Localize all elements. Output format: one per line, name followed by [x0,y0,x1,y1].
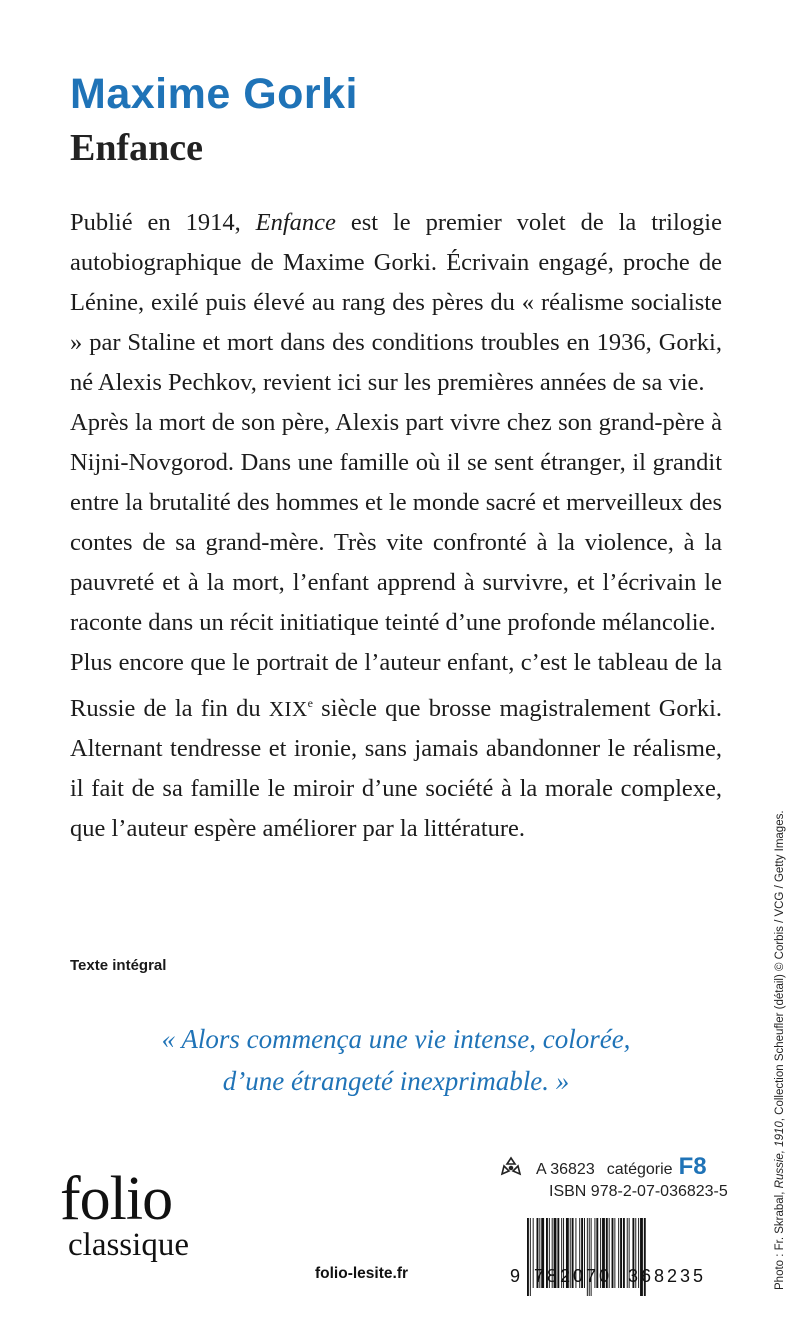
isbn: ISBN 978-2-07-036823-5 [549,1183,728,1200]
catalog-code: A 36823 [536,1161,595,1178]
quote-line-1: « Alors commença une vie intense, colorée, [161,1024,631,1054]
quote-line-2: d’une étrangeté inexprimable. » [222,1066,570,1096]
synopsis [70,203,722,849]
synopsis-paragraph-1: Publié en 1914, Enfance est le premier volet de la trilogie autobiographique de Maxime Gorki. Écrivain engagé, proche de Lénine, exilé puis élevé au rang des pères du « réalisme socialiste » par Staline et mort dans des conditions troubles en 1936, Gorki, né Alexis Pechkov, revient ici sur les premières années de sa vie. [70,209,722,396]
catalog-line [500,1153,707,1181]
barcode [523,1218,723,1308]
barcode-group-1: 782070 [534,1266,613,1286]
book-title: Enfance [70,127,203,169]
synopsis-paragraph-2: Après la mort de son père, Alexis part vivre chez son grand-père à Nijni-Novgorod. Dans une famille où il se sent étranger, il grandit entre la brutalité des hommes et le monde sacré et merveilleux des contes de sa grand-mère. Très vite confronté à la violence, à la pauvreté et à la mort, l’enfant apprend à survivre, et l’écrivain le raconte dans un récit initiatique teinté d’une profonde mélancolie. [70,409,722,636]
publisher-website: folio-lesite.fr [315,1265,409,1282]
book-title-inline: Enfance [255,209,336,236]
logo-classique: classique [68,1227,189,1263]
barcode-group-2: 368235 [628,1266,707,1286]
century-numeral: XIX [268,697,308,722]
author-name: Maxime Gorki [70,70,358,118]
barcode-first-digit: 9 [510,1266,521,1286]
category-label: catégorie [606,1161,673,1178]
photo-credit: Photo : Fr. Skrabal, Russie, 1910, Collection Scheufler (détail) © Corbis / VCG / Getty Images. [774,810,786,1290]
gallimard-mark-icon [500,1156,522,1178]
folio-classique-logo [60,1165,189,1263]
category-code: F8 [678,1153,707,1180]
pull-quote [70,1018,722,1102]
synopsis-paragraph-3: Plus encore que le portrait de l’auteur enfant, c’est le tableau de la Russie de la fin du XIXe siècle que brosse magistralement Gorki. Alternant tendresse et ironie, sans jamais abandonner le réalisme, il fait de sa famille le miroir d’une société à la morale complexe, que l’auteur espère améliorer par la littérature. [70,649,722,843]
century-superscript: e [307,696,313,710]
logo-folio: folio [60,1165,173,1233]
barcode-digits [510,1266,730,1288]
edition-note: Texte intégral [70,957,167,974]
